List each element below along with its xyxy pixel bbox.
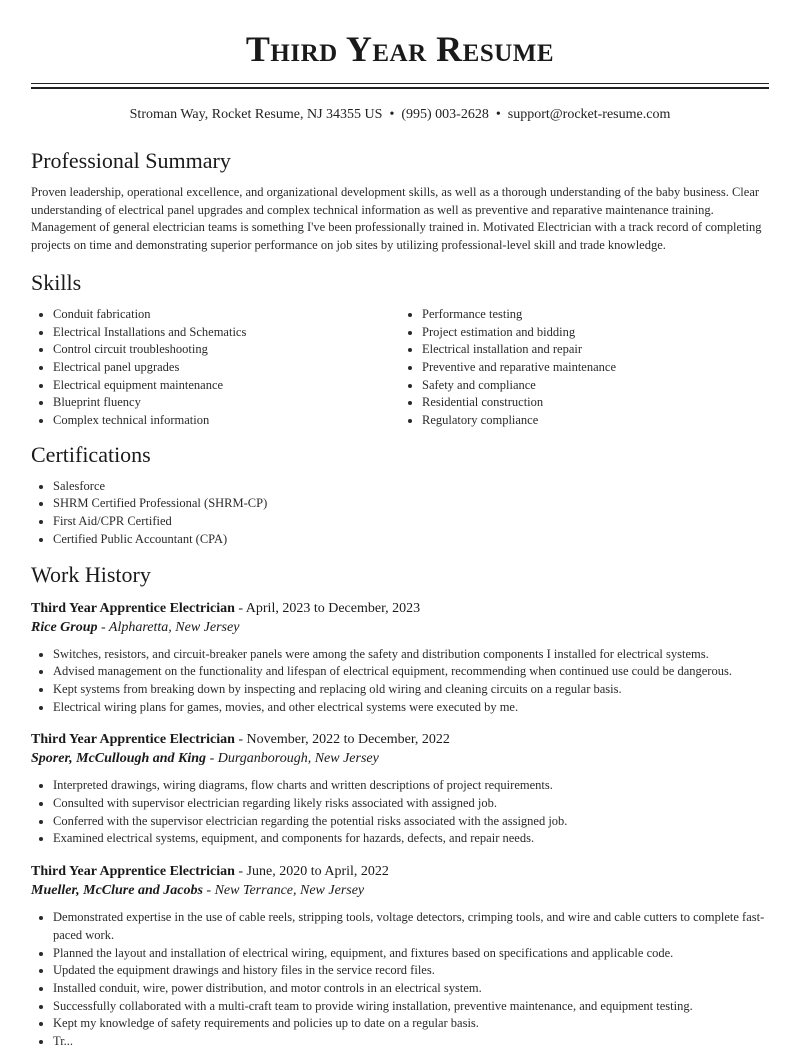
job-company: Mueller, McClure and Jacobs — [31, 883, 203, 899]
certification-item: • Certified Public Accountant (CPA) — [53, 531, 769, 549]
skill-item: • Complex technical information — [53, 412, 400, 430]
skill-item: • Control circuit troubleshooting — [53, 341, 400, 359]
summary-text: Proven leadership, operational excellence, and organizational development skills, as well as a thorough understanding of the baby business. Clear understanding of electrical panel upgrades and complex technical information as well as preventive and reparative maintenance training. Management of general electrician teams is something I've been professionally trained in. Motivated Electrician with a track record of completing projects on time and demonstrating superior performance on job sites by utilizing professional-level skill and trade knowledge. — [31, 185, 762, 253]
section-heading-certifications: Certifications — [31, 441, 151, 467]
job-bullet: • Switches, resistors, and circuit-breaker panels were among the safety and distribution components I installed for electrical systems. — [53, 646, 769, 664]
skills-list-left — [31, 306, 400, 430]
job-title: Third Year Apprentice Electrician — [31, 600, 235, 616]
skill-item: • Safety and compliance — [422, 377, 769, 395]
job-location: - Durganborough, New Jersey — [209, 751, 379, 767]
job-location: - New Terrance, New Jersey — [206, 883, 365, 899]
job-bullet: • Tr... — [53, 1033, 769, 1051]
certification-item: • First Aid/CPR Certified — [53, 513, 769, 531]
skill-item: • Project estimation and bidding — [422, 324, 769, 342]
certifications-section — [31, 441, 769, 549]
skill-item: • Electrical installation and repair — [422, 341, 769, 359]
work-history-section — [31, 561, 769, 1051]
job-bullets — [31, 777, 769, 848]
job-company-line — [31, 881, 769, 901]
job-entry — [31, 730, 769, 848]
skill-item: • Electrical Installations and Schematics — [53, 324, 400, 342]
job-bullets — [31, 646, 769, 717]
skill-item: • Conduit fabrication — [53, 306, 400, 324]
job-title: Third Year Apprentice Electrician — [31, 864, 235, 880]
skills-list-right — [400, 306, 769, 430]
contact-line — [31, 105, 769, 125]
job-dates: - June, 2020 to April, 2022 — [238, 864, 389, 880]
job-company-line — [31, 749, 769, 769]
skills-grid — [31, 306, 769, 430]
job-bullet: • Consulted with supervisor electrician regarding likely risks associated with assigned job. — [53, 795, 769, 813]
job-entry — [31, 862, 769, 1051]
section-heading-skills: Skills — [31, 269, 82, 295]
job-title-line — [31, 599, 769, 619]
job-title-line — [31, 730, 769, 750]
section-heading-work-history: Work History — [31, 561, 151, 587]
contact-phone: (995) 003-2628 — [401, 107, 489, 122]
job-company: Sporer, McCullough and King — [31, 751, 207, 767]
job-dates: - November, 2022 to December, 2022 — [238, 732, 450, 748]
job-bullet: • Examined electrical systems, equipment, and components for hazards, defects, and repair needs. — [53, 830, 769, 848]
skill-item: • Residential construction — [422, 394, 769, 412]
job-bullet: • Interpreted drawings, wiring diagrams, flow charts and written descriptions of project requirements. — [53, 777, 769, 795]
certifications-list — [31, 478, 769, 549]
job-bullet: • Kept my knowledge of safety requirements and policies up to date on a regular basis. — [53, 1015, 769, 1033]
certification-item: • SHRM Certified Professional (SHRM-CP) — [53, 495, 769, 513]
job-bullet: • Electrical wiring plans for games, movies, and other electrical systems were executed by me. — [53, 699, 769, 717]
job-company: Rice Group — [31, 619, 98, 635]
job-bullet: • Planned the layout and installation of electrical wiring, equipment, and fixtures based on specifications and applicable code. — [53, 945, 769, 963]
skills-section — [31, 269, 769, 430]
skill-item: • Electrical equipment maintenance — [53, 377, 400, 395]
job-bullet: • Conferred with the supervisor electrician regarding the potential risks associated with the assigned job. — [53, 813, 769, 831]
skill-item: • Performance testing — [422, 306, 769, 324]
job-company-line — [31, 618, 769, 638]
contact-email: support@rocket-resume.com — [507, 107, 671, 122]
skill-item: • Preventive and reparative maintenance — [422, 359, 769, 377]
contact-separator: • — [389, 107, 395, 122]
job-title: Third Year Apprentice Electrician — [31, 732, 235, 748]
job-entry — [31, 599, 769, 717]
job-location: - Alpharetta, New Jersey — [101, 619, 240, 635]
skill-item: • Regulatory compliance — [422, 412, 769, 430]
section-heading-summary: Professional Summary — [31, 148, 231, 173]
job-bullet: • Successfully collaborated with a multi-craft team to provide wiring installation, preventive maintenance, and equipment testing. — [53, 998, 769, 1016]
contact-separator: • — [495, 107, 501, 122]
job-title-line — [31, 862, 769, 882]
certification-item: • Salesforce — [53, 478, 769, 496]
skill-item: • Blueprint fluency — [53, 394, 400, 412]
job-bullet: • Kept systems from breaking down by inspecting and replacing old wiring and cleaning circuits on a regular basis. — [53, 681, 769, 699]
header-divider — [31, 83, 769, 89]
job-bullet: • Installed conduit, wire, power distribution, and motor controls in an electrical system. — [53, 980, 769, 998]
job-dates: - April, 2023 to December, 2023 — [238, 600, 421, 616]
resume-name: Third Year Resume — [245, 29, 555, 69]
professional-summary-section — [31, 147, 769, 255]
skill-item: • Electrical panel upgrades — [53, 359, 400, 377]
contact-address: Stroman Way, Rocket Resume, NJ 34355 US — [129, 107, 383, 122]
job-bullet: • Demonstrated expertise in the use of cable reels, stripping tools, voltage detectors, crimping tools, and wire and cable cutters to complete fast-paced work. — [53, 909, 769, 944]
job-bullet: • Advised management on the functionality and lifespan of electrical equipment, recommending when continued use could be dangerous. — [53, 663, 769, 681]
job-bullet: • Updated the equipment drawings and history files in the service record files. — [53, 962, 769, 980]
job-bullets — [31, 909, 769, 1051]
